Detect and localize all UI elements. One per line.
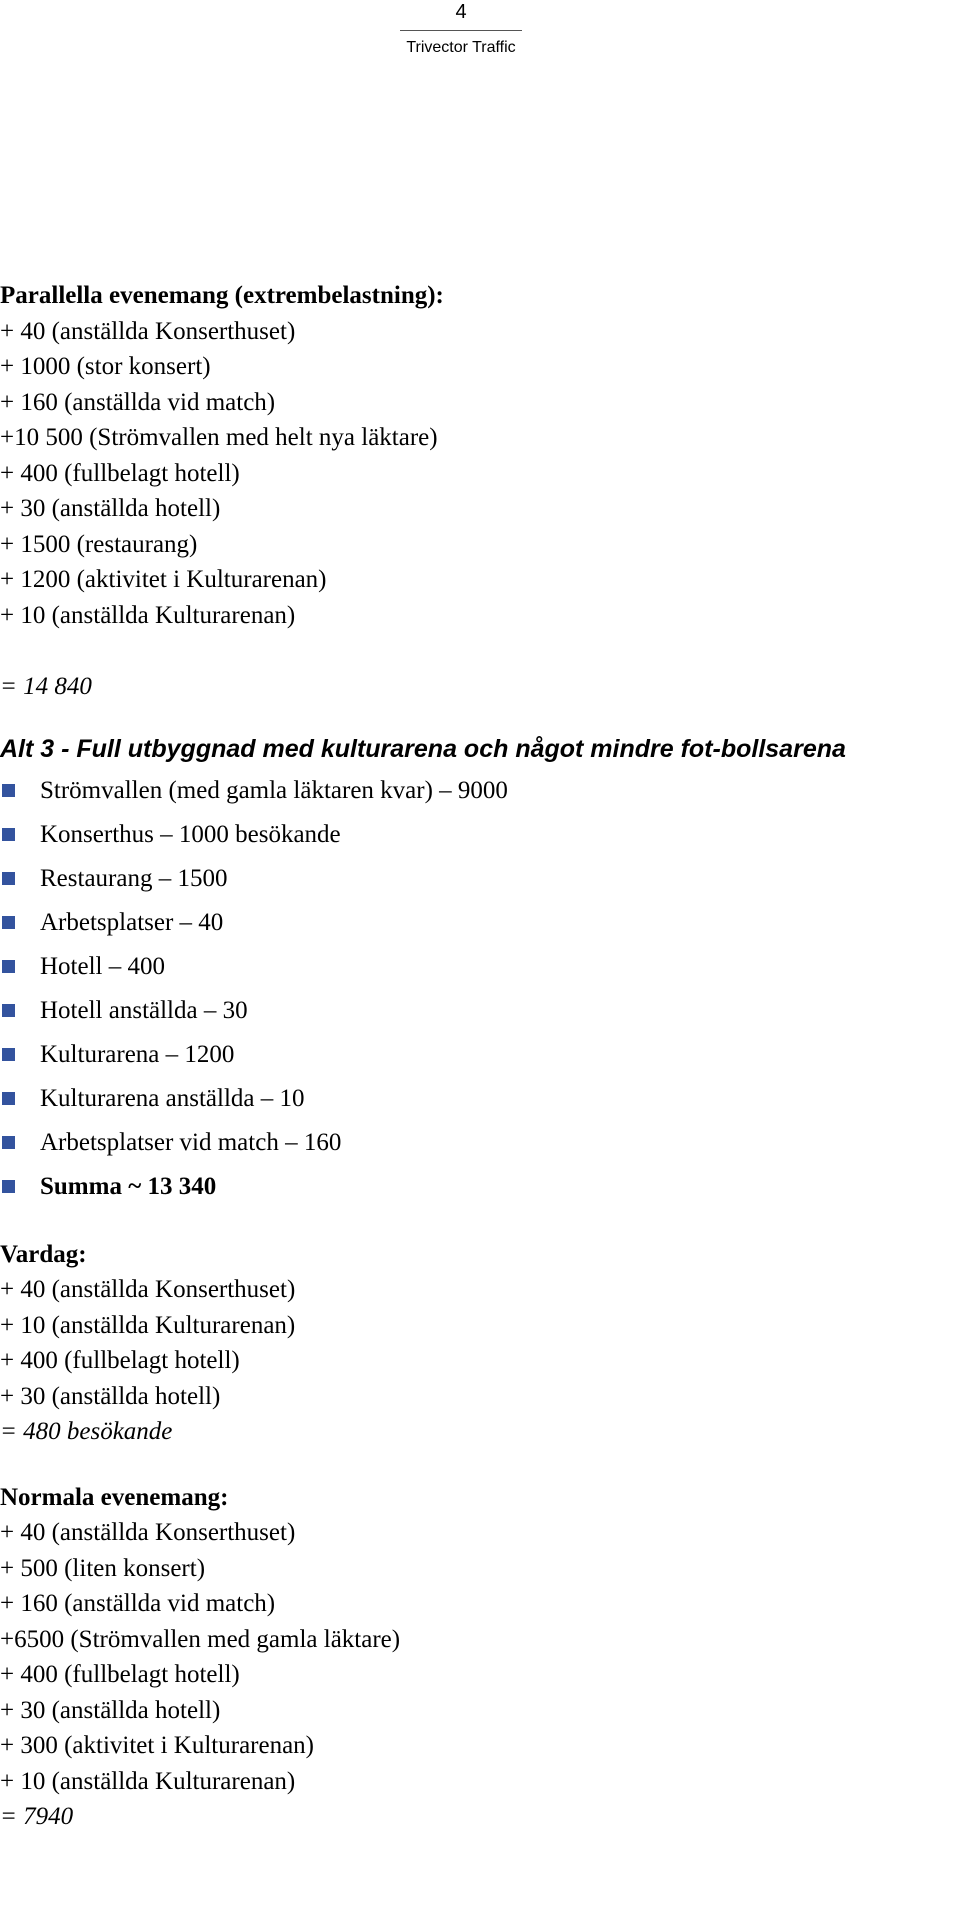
list-item-text: Arbetsplatser vid match – 160 [40, 1128, 342, 1156]
square-bullet-icon [2, 1136, 15, 1149]
normal-line: + 10 (anställda Kulturarenan) [0, 1767, 296, 1795]
list-item [0, 945, 960, 989]
parallel-line: +10 500 (Strömvallen med helt nya läktare) [0, 424, 438, 451]
list-item-text: Kulturarena anställda – 10 [40, 1084, 305, 1112]
spacer [0, 1209, 960, 1237]
normal-line: + 160 (anställda vid match) [0, 1590, 276, 1617]
summary-text: Summa ~ 13 340 [40, 1172, 217, 1200]
parallel-events-heading: Parallella evenemang (extrembelastning): [0, 282, 444, 309]
list-item [0, 1077, 960, 1121]
list-item-text: Kulturarena – 1200 [40, 1040, 235, 1068]
square-bullet-icon [2, 1004, 15, 1017]
list-item-text: Arbetsplatser – 40 [40, 908, 224, 936]
square-bullet-icon [2, 1092, 15, 1105]
parallel-line: + 1500 (restaurang) [0, 530, 198, 558]
spacer [0, 633, 960, 669]
spacer [0, 705, 960, 731]
square-bullet-icon [2, 784, 15, 797]
square-bullet-icon [2, 916, 15, 929]
square-bullet-icon [2, 828, 15, 841]
weekday-line: + 10 (anställda Kulturarenan) [0, 1311, 296, 1339]
parallel-line: + 160 (anställda vid match) [0, 388, 276, 416]
parallel-line: + 1000 (stor konsert) [0, 353, 211, 380]
list-item [0, 813, 960, 857]
summary-item [0, 1165, 960, 1209]
list-item-text: Hotell – 400 [40, 952, 165, 980]
document-body [0, 278, 960, 1835]
square-bullet-icon [2, 1048, 15, 1061]
weekday-total: = 480 besökande [0, 1418, 173, 1445]
list-item [0, 857, 960, 901]
normal-events-section [0, 1480, 960, 1835]
parallel-line: + 30 (anställda hotell) [0, 495, 221, 522]
square-bullet-icon [2, 1180, 15, 1193]
list-item-text: Hotell anställda – 30 [40, 996, 248, 1024]
header-company-name: Trivector Traffic [406, 39, 516, 56]
list-item [0, 1033, 960, 1077]
normal-line: +6500 (Strömvallen med gamla läktare) [0, 1625, 401, 1653]
weekday-line: + 30 (anställda hotell) [0, 1382, 221, 1410]
header-divider [400, 30, 522, 31]
list-item-text: Konserthus – 1000 besökande [40, 820, 341, 848]
normal-line: + 500 (liten konsert) [0, 1554, 206, 1582]
list-item-text: Strömvallen (med gamla läktaren kvar) – 9000 [40, 776, 508, 804]
weekday-line: + 40 (anställda Konserthuset) [0, 1276, 296, 1303]
normal-line: + 40 (anställda Konserthuset) [0, 1519, 296, 1546]
list-item-text: Restaurang – 1500 [40, 864, 228, 892]
list-item [0, 901, 960, 945]
normal-line: + 400 (fullbelagt hotell) [0, 1661, 240, 1688]
weekday-heading: Vardag: [0, 1240, 87, 1268]
page-header [400, 0, 522, 56]
square-bullet-icon [2, 960, 15, 973]
parallel-line: + 400 (fullbelagt hotell) [0, 459, 240, 487]
alt3-section [0, 731, 960, 1209]
list-item [0, 989, 960, 1033]
parallel-total: = 14 840 [0, 673, 92, 700]
normal-line: + 300 (aktivitet i Kulturarenan) [0, 1732, 315, 1759]
page-number: 4 [455, 1, 467, 23]
list-item [0, 769, 960, 813]
normal-total: = 7940 [0, 1803, 74, 1830]
list-item [0, 1121, 960, 1165]
weekday-section [0, 1237, 960, 1450]
square-bullet-icon [2, 872, 15, 885]
parallel-line: + 10 (anställda Kulturarenan) [0, 601, 296, 629]
spacer [0, 1450, 960, 1480]
normal-line: + 30 (anställda hotell) [0, 1696, 221, 1724]
parallel-line: + 40 (anställda Konserthuset) [0, 317, 296, 345]
normal-events-heading: Normala evenemang: [0, 1483, 229, 1511]
alt3-heading: Alt 3 - Full utbyggnad med kulturarena och något mindre fot-bollsarena [0, 734, 846, 763]
parallel-line: + 1200 (aktivitet i Kulturarenan) [0, 566, 327, 593]
weekday-line: + 400 (fullbelagt hotell) [0, 1347, 240, 1374]
alt3-bullet-list [0, 769, 960, 1209]
parallel-events-section [0, 278, 960, 705]
